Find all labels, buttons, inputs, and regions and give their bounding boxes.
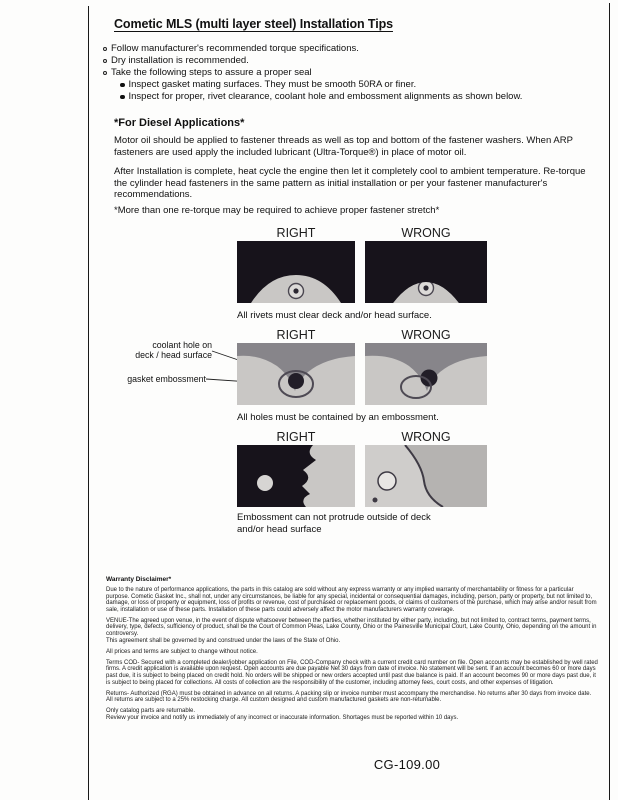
coolant-hole-wrong-figure (365, 343, 487, 405)
figure2-caption: All holes must be contained by an embossment. (237, 412, 439, 423)
diesel-section-heading: *For Diesel Applications* (114, 117, 245, 129)
warranty-returns: Returns- Authorized (RGA) must be obtained in advance on all returns. A packing slip or invoice number must accompany the merchandise. No returns after 30 days from invoice date. All returns are subject to a 25% restocking charge. All custom designed and custom manufactured gaskets are non-returnable. (106, 690, 592, 704)
coolant-hole-annotation-line1: coolant hole on (152, 340, 212, 350)
warranty-prices: All prices and terms are subject to change without notice. (106, 648, 258, 655)
dot-bullet-icon (120, 83, 125, 88)
circle-bullet-icon (103, 71, 107, 75)
warranty-terms: Terms COD- Secured with a completed dealer/jobber application on File, COD-Company check with a current credit card number on file. Open accounts may be established by well rated firms. A credit application is available upon request. Open accounts are due payable Net 30 days from date of invoice. No statement will be sent. If an account becomes 60 or more days past due, it is subject to being placed on credit hold. No orders will be shipped or new orders accepted until past due balance is paid. If an account becomes 90 or more days past due, it is subject to being placed for collections. All costs of collection are the responsibility of the customer, including attorney fees, court costs, and other expenses of litigation. (106, 659, 598, 686)
sub-tip-text: Inspect gasket mating surfaces. They must be smooth 50RA or finer. (128, 79, 417, 90)
coolant-hole-right-figure (237, 343, 355, 405)
figure3-caption-line2: and/or head surface (237, 523, 322, 535)
diesel-paragraph-1: Motor oil should be applied to fastener threads as well as top and bottom of the fastener washers. When ARP fasteners are used apply the included lubricant (Ultra-Torque®) in place of motor oil. (114, 135, 573, 158)
warranty-heading: Warranty Disclaimer* (106, 576, 172, 583)
embossment-hole-shape (257, 475, 273, 491)
rivet-wrong-figure (365, 241, 487, 303)
deck-edge-shape (237, 445, 316, 507)
tip-text: Dry installation is recommended. (111, 55, 249, 66)
warranty-intro: Due to the nature of performance applications, the parts in this catalog are sold without any express warranty or any implied warranty of merchantability or fitness for a particular purpose. Cometic Gasket Inc., shall not, under any circumstances, be liable for any special, incidental or consequential damages, including, person, party or property, but not limited to, damage, or loss of property or equipment, loss of profits or revenue, cost of purchased or replacement goods, or claims of customers of the purchase, which may arise and/or result from sale, installation or use of these parts. Installation of these parts could adversely affect the motor manufacturers warranty coverage. (106, 587, 597, 613)
tip-text: Follow manufacturer's recommended torque specifications. (111, 43, 359, 54)
embossment-wrong-figure (365, 445, 487, 507)
figure3-caption-line1: Embossment can not protrude outside of deck (237, 512, 431, 523)
diesel-paragraph-2: After Installation is complete, heat cycle the engine then let it completely cool to ambient temperature. Re-torque the cylinder head fasteners in the same pattern as initial installation or per your fastener manufacturer's recommendations. (114, 166, 586, 201)
page-border-left (88, 6, 89, 800)
figure3-right-label: RIGHT (276, 430, 316, 444)
warranty-section (106, 576, 598, 726)
coolant-hole-shape (288, 373, 304, 389)
embossment-right-figure (237, 445, 355, 507)
warranty-governing: This agreement shall be governed by and construed under the laws of the State of Ohio. (106, 637, 341, 644)
coolant-hole-annotation (96, 340, 212, 360)
figure1-wrong-label: WRONG (401, 226, 451, 240)
tip-item (103, 43, 605, 55)
circle-bullet-icon (103, 59, 107, 63)
gasket-embossment-annotation: gasket embossment (127, 374, 206, 384)
coolant-hole-annotation-line2: deck / head surface (135, 350, 212, 360)
figure2-right-label: RIGHT (276, 328, 316, 342)
figure1-right-label: RIGHT (276, 226, 316, 240)
figure2-wrong-label: WRONG (401, 328, 451, 342)
dot-bullet-icon (120, 95, 125, 100)
warranty-venue: VENUE-The agreed upon venue, in the event of dispute whatsoever between the parties, whether instituted by either party, including, but not limited to, contract terms, payment terms, delivery, type, defects, sufficiency of product, shall be the Court of Common Pleas, Lake County, Ohio or the Painesville Municipal Court, Lake County, Ohio, depending on the amount in controversy. (106, 617, 597, 638)
warranty-returnable: Only catalog parts are returnable. (106, 708, 196, 715)
doc-number: CG-109.00 (373, 757, 441, 772)
tip-item (103, 55, 605, 67)
sub-tip-item (120, 79, 605, 91)
warranty-review: Review your invoice and notify us immediately of any incorrect or inaccurate information. Shortages must be reported within 10 days. (106, 715, 459, 721)
retorque-note: *More than one re-torque may be required to achieve proper fastener stretch* (114, 205, 440, 216)
tip-text: Take the following steps to assure a proper seal (111, 67, 312, 78)
figure3-wrong-label: WRONG (401, 430, 451, 444)
tips-list (103, 43, 605, 103)
rivet-right-figure (237, 241, 355, 303)
sub-tip-text: Inspect for proper, rivet clearance, coolant hole and embossment alignments as shown below. (128, 91, 523, 102)
page-title: Cometic MLS (multi layer steel) Installation Tips (114, 17, 393, 31)
circle-bullet-icon (103, 47, 107, 51)
embossment-hole-shape (378, 472, 396, 490)
figure1-caption: All rivets must clear deck and/or head surface. (237, 310, 432, 321)
tip-item (103, 67, 605, 79)
sub-tip-item (120, 91, 605, 103)
figure3-caption (237, 512, 517, 535)
page-border-right (609, 3, 610, 800)
